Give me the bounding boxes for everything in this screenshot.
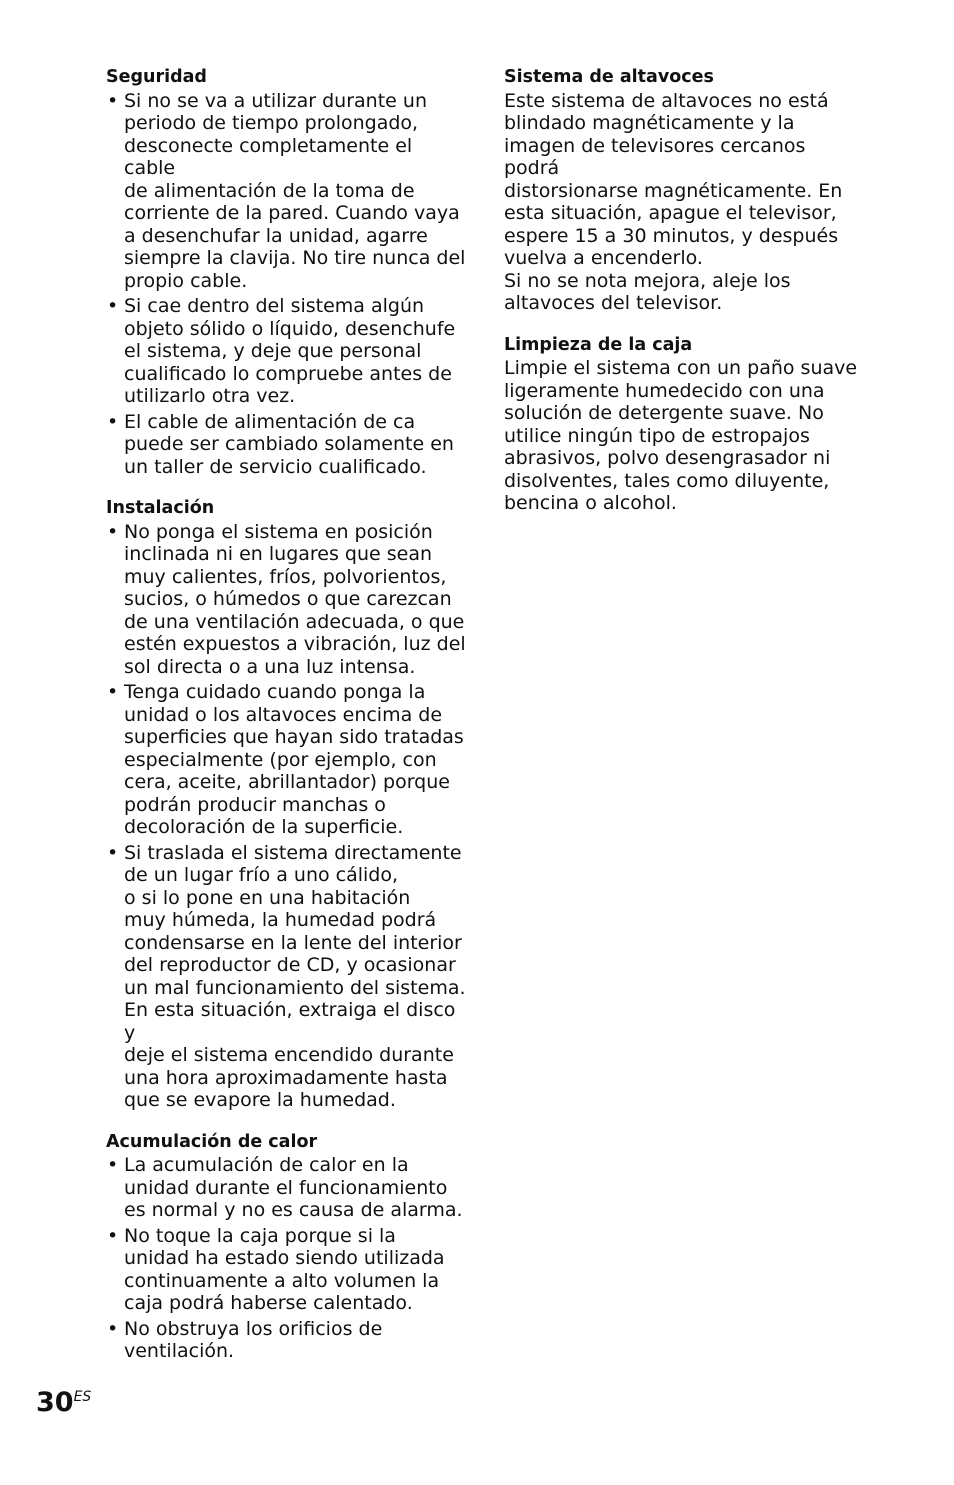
right-column [504, 66, 864, 534]
section-acumulacion-de-calor [106, 1131, 466, 1363]
section-body: Limpie el sistema con un paño suave ligeramente humedecido con una solución de detergente suave. No utilice ningún tipo de estropajos abrasivos, polvo desengrasador ni disolventes, tales como diluyente, bencina o alcohol. [504, 357, 858, 514]
bullet-list [106, 90, 466, 479]
list-item [106, 1154, 466, 1222]
bullet-icon: • [107, 520, 119, 543]
bullet-list [106, 521, 466, 1112]
page-language-suffix: ES [73, 1389, 92, 1405]
list-item [106, 842, 466, 1112]
bullet-icon: • [107, 1224, 119, 1247]
section-instalacion [106, 497, 466, 1112]
section-body: Este sistema de altavoces no está blindado magnéticamente y la imagen de televisores cercanos podrá distorsionarse magnéticamente. En esta situación, apague el televisor, espere 15 a 30 minutos, y después vuelva a encenderlo. Si no se nota mejora, aleje los altavoces del televisor. [504, 89, 843, 314]
section-seguridad [106, 66, 466, 478]
bullet-icon: • [107, 1154, 119, 1176]
list-item-text: Si no se va a utilizar durante un periodo de tiempo prolongado, desconecte completamente el cable de alimentación de la toma de corriente de la pared. Cuando vaya a desenchufar la unidad, agarre siempre la clavija. No tire nunca del propio cable. [124, 89, 466, 292]
section-heading: Sistema de altavoces [504, 67, 714, 87]
list-item-text: La acumulación de calor en la unidad durante el funcionamiento es normal y no es causa de alarma. [124, 1154, 463, 1221]
list-item [106, 1318, 466, 1363]
list-item [106, 411, 466, 479]
list-item-text: No toque la caja porque si la unidad ha estado siendo utilizada continuamente a alto volumen la caja podrá haberse calentado. [124, 1224, 445, 1314]
left-column [106, 66, 466, 1382]
list-item-text: No ponga el sistema en posición inclinada ni en lugares que sean muy calientes, fríos, polvorientos, sucios, o húmedos o que carezcan de una ventilación adecuada, o que estén expuestos a vibración, luz del sol directa o a una luz intensa. [124, 520, 466, 678]
bullet-icon: • [107, 681, 119, 703]
section-heading: Acumulación de calor [106, 1131, 318, 1152]
section-sistema-de-altavoces [504, 66, 864, 315]
list-item [106, 681, 466, 839]
page-number [36, 1380, 91, 1420]
bullet-list [106, 1154, 466, 1363]
section-heading: Limpieza de la caja [504, 334, 693, 355]
section-limpieza-de-la-caja [504, 334, 864, 515]
list-item-text: El cable de alimentación de ca puede ser cambiado solamente en un taller de servicio cualificado. [124, 410, 454, 478]
section-heading: Instalación [106, 498, 215, 518]
bullet-icon: • [107, 295, 119, 317]
bullet-icon: • [107, 410, 119, 433]
list-item [106, 295, 466, 408]
list-item-text: Si traslada el sistema directamente de un lugar frío a uno cálido, o si lo pone en una habitación muy húmeda, la humedad podrá condensarse en la lente del interior del reproductor de CD, y ocasionar un mal funcionamiento del sistema. En esta situación, extraiga el disco y deje el sistema encendido durante una hora aproximadamente hasta que se evapore la humedad. [124, 841, 466, 1111]
list-item-text: No obstruya los orificios de ventilación. [124, 1317, 383, 1362]
bullet-icon: • [107, 1317, 119, 1340]
bullet-icon: • [107, 89, 119, 112]
list-item [106, 90, 466, 293]
section-heading: Seguridad [106, 67, 207, 87]
list-item-text: Tenga cuidado cuando ponga la unidad o los altavoces encima de superficies que hayan sido tratadas especialmente (por ejemplo, con cera, aceite, abrillantador) porque podrán producir manchas o decoloración de la superficie. [124, 681, 464, 838]
list-item-text: Si cae dentro del sistema algún objeto sólido o líquido, desenchufe el sistema, y deje que personal cualificado lo compruebe antes de utilizarlo otra vez. [124, 295, 456, 407]
list-item [106, 1225, 466, 1315]
list-item [106, 521, 466, 679]
page-number-value: 30 [36, 1387, 74, 1418]
bullet-icon: • [107, 841, 119, 864]
